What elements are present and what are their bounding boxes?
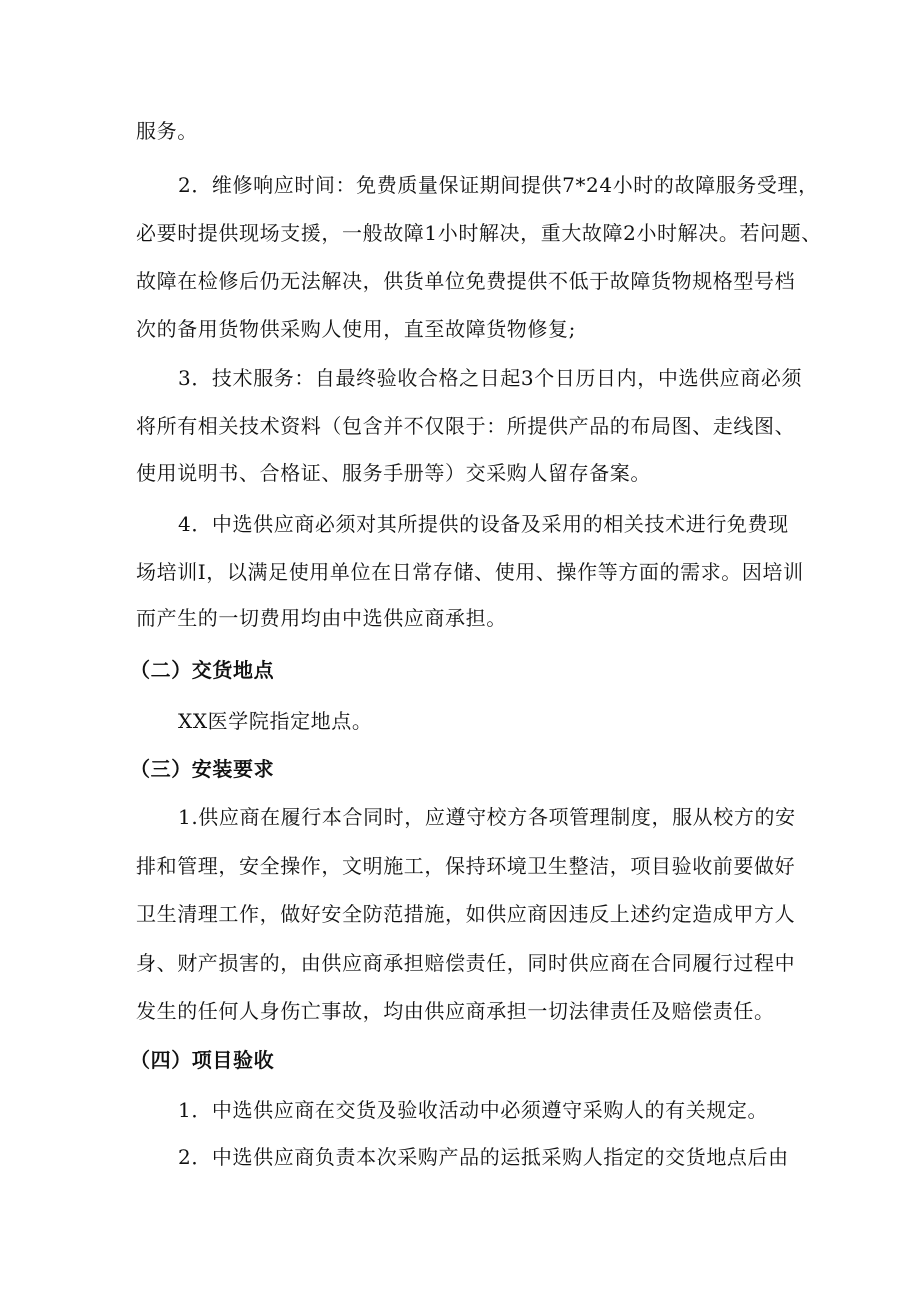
paragraph-line: 场培训I，以满足使用单位在日常存储、使用、操作等方面的需求。因培训: [136, 560, 804, 584]
section-line: 身、财产损害的，由供应商承担赔偿责任，同时供应商在合同履行过程中: [136, 951, 796, 975]
paragraph-line: 2．维修响应时间：免费质量保证期间提供7*24小时的故障服务受理，: [178, 173, 819, 197]
paragraph-line: 使用说明书、合格证、服务手册等）交采购人留存备案。: [136, 461, 651, 485]
section-line: 排和管理，安全操作，文明施工，保持环境卫生整洁，项目验收前要做好: [136, 854, 796, 878]
section-heading: （二）交货地点: [130, 658, 275, 682]
paragraph-line: 服务。: [136, 119, 198, 143]
paragraph-line: 而产生的一切费用均由中选供应商承担。: [136, 606, 507, 630]
section-line: XX医学院指定地点。: [178, 709, 373, 733]
paragraph-line: 将所有相关技术资料（包含并不仅限于：所提供产品的布局图、走线图、: [136, 414, 796, 438]
paragraph-line: 故障在检修后仍无法解决，供货单位免费提供不低于故障货物规格型号档: [136, 269, 796, 293]
section-heading: （四）项目验收: [130, 1048, 275, 1072]
section-line: 1.供应商在履行本合同时，应遵守校方各项管理制度，服从校方的安: [178, 805, 796, 829]
section-line: 2．中选供应商负责本次采购产品的运抵采购人指定的交货地点后由: [178, 1145, 789, 1169]
paragraph-line: 必要时提供现场支援，一般故障1小时解决，重大故障2小时解决。若问题、: [136, 221, 822, 245]
section-heading: （三）安装要求: [130, 757, 275, 781]
section-line: 1．中选供应商在交货及验收活动中必须遵守采购人的有关规定。: [178, 1098, 769, 1122]
section-line: 发生的任何人身伤亡事故，均由供应商承担一切法律责任及赔偿责任。: [136, 999, 775, 1023]
paragraph-line: 次的备用货物供采购人使用，直至故障货物修复;: [136, 317, 576, 341]
paragraph-line: 4．中选供应商必须对其所提供的设备及采用的相关技术进行免费现: [178, 512, 789, 536]
paragraph-line: 3．技术服务：自最终验收合格之日起3个日历日内，中选供应商必须: [178, 366, 803, 390]
section-line: 卫生清理工作，做好安全防范措施，如供应商因违反上述约定造成甲方人: [136, 902, 796, 926]
